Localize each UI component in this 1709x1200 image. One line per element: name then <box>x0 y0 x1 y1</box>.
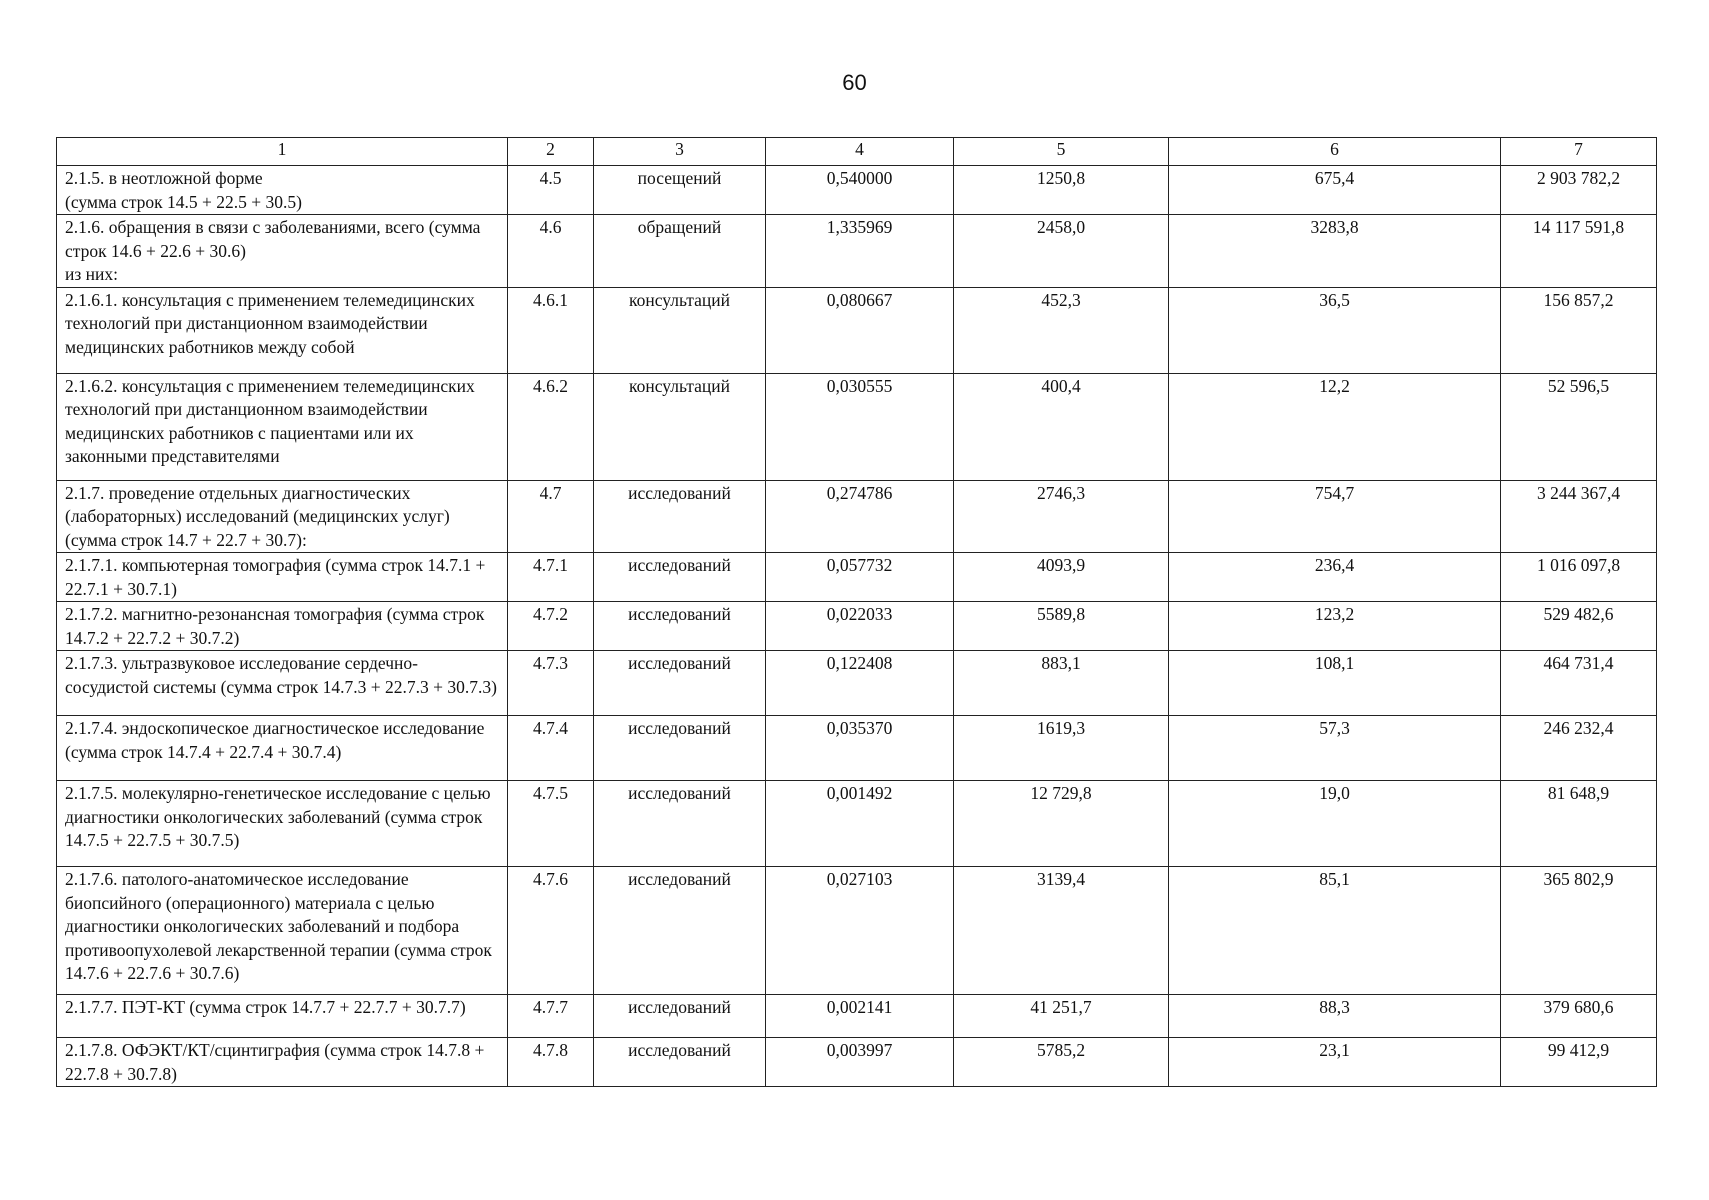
row-unit-cell: консультаций <box>594 287 766 373</box>
row-value-col7: 3 244 367,4 <box>1501 480 1657 553</box>
row-value-col5: 883,1 <box>954 651 1169 716</box>
row-value-col7: 156 857,2 <box>1501 287 1657 373</box>
row-name-cell: 2.1.7.8. ОФЭКТ/КТ/сцинтиграфия (сумма строк 14.7.8 + 22.7.8 + 30.7.8) <box>57 1038 508 1087</box>
row-unit-cell: исследований <box>594 480 766 553</box>
row-value-col6: 85,1 <box>1169 867 1501 995</box>
row-unit-cell: исследований <box>594 553 766 602</box>
row-code-cell: 4.7.2 <box>508 602 594 651</box>
row-value-col6: 3283,8 <box>1169 215 1501 288</box>
row-value-col7: 81 648,9 <box>1501 781 1657 867</box>
row-name-cell: 2.1.7. проведение отдельных диагностических (лабораторных) исследований (медицинских услуг) (сумма строк 14.7 + 22.7 + 30.7): <box>57 480 508 553</box>
row-value-col5: 452,3 <box>954 287 1169 373</box>
row-value-col5: 2746,3 <box>954 480 1169 553</box>
table-row <box>57 373 1657 480</box>
row-value-col4: 0,002141 <box>766 995 954 1038</box>
row-value-col4: 1,335969 <box>766 215 954 288</box>
row-code-cell: 4.7.5 <box>508 781 594 867</box>
row-value-col7: 379 680,6 <box>1501 995 1657 1038</box>
column-header: 3 <box>594 138 766 166</box>
row-value-col7: 2 903 782,2 <box>1501 166 1657 215</box>
table-row <box>57 215 1657 288</box>
row-value-col5: 1619,3 <box>954 716 1169 781</box>
row-value-col7: 464 731,4 <box>1501 651 1657 716</box>
row-unit-cell: исследований <box>594 651 766 716</box>
table-row <box>57 716 1657 781</box>
page-number: 60 <box>842 70 867 95</box>
row-value-col4: 0,122408 <box>766 651 954 716</box>
row-code-cell: 4.6.2 <box>508 373 594 480</box>
row-unit-cell: исследований <box>594 867 766 995</box>
row-value-col4: 0,030555 <box>766 373 954 480</box>
row-value-col5: 41 251,7 <box>954 995 1169 1038</box>
row-name-cell: 2.1.7.2. магнитно-резонансная томография (сумма строк 14.7.2 + 22.7.2 + 30.7.2) <box>57 602 508 651</box>
column-header: 2 <box>508 138 594 166</box>
row-name-cell: 2.1.6.1. консультация с применением телемедицинских технологий при дистанционном взаимодействии медицинских работников между собой <box>57 287 508 373</box>
table-row <box>57 651 1657 716</box>
row-code-cell: 4.7.3 <box>508 651 594 716</box>
row-name-cell: 2.1.7.6. патолого-анатомическое исследование биопсийного (операционного) материала с целью диагностики онкологических заболеваний и подбора противоопухолевой лекарственной терапии (сумма строк 14.7.6 + 22.7.6 + 30.7.6) <box>57 867 508 995</box>
row-name-cell: 2.1.5. в неотложной форме (сумма строк 14.5 + 22.5 + 30.5) <box>57 166 508 215</box>
row-name-cell: 2.1.7.1. компьютерная томография (сумма строк 14.7.1 + 22.7.1 + 30.7.1) <box>57 553 508 602</box>
row-code-cell: 4.7.1 <box>508 553 594 602</box>
data-table <box>56 137 1657 1087</box>
table-row <box>57 867 1657 995</box>
table-row <box>57 602 1657 651</box>
row-value-col7: 365 802,9 <box>1501 867 1657 995</box>
row-unit-cell: исследований <box>594 1038 766 1087</box>
row-value-col5: 12 729,8 <box>954 781 1169 867</box>
table-row <box>57 553 1657 602</box>
row-value-col4: 0,035370 <box>766 716 954 781</box>
row-unit-cell: консультаций <box>594 373 766 480</box>
row-value-col5: 3139,4 <box>954 867 1169 995</box>
row-value-col6: 57,3 <box>1169 716 1501 781</box>
row-value-col5: 400,4 <box>954 373 1169 480</box>
row-value-col5: 2458,0 <box>954 215 1169 288</box>
column-header: 1 <box>57 138 508 166</box>
row-unit-cell: исследований <box>594 716 766 781</box>
table-body <box>57 166 1657 1087</box>
row-code-cell: 4.5 <box>508 166 594 215</box>
table-row <box>57 995 1657 1038</box>
row-value-col6: 236,4 <box>1169 553 1501 602</box>
row-value-col6: 36,5 <box>1169 287 1501 373</box>
row-value-col7: 14 117 591,8 <box>1501 215 1657 288</box>
row-value-col4: 0,001492 <box>766 781 954 867</box>
row-unit-cell: обращений <box>594 215 766 288</box>
row-value-col5: 1250,8 <box>954 166 1169 215</box>
row-value-col6: 19,0 <box>1169 781 1501 867</box>
row-unit-cell: исследований <box>594 781 766 867</box>
row-value-col7: 529 482,6 <box>1501 602 1657 651</box>
row-value-col4: 0,027103 <box>766 867 954 995</box>
column-header: 6 <box>1169 138 1501 166</box>
column-header: 4 <box>766 138 954 166</box>
row-value-col6: 675,4 <box>1169 166 1501 215</box>
row-unit-cell: исследований <box>594 602 766 651</box>
row-name-cell: 2.1.6.2. консультация с применением телемедицинских технологий при дистанционном взаимодействии медицинских работников с пациентами или их законными представителями <box>57 373 508 480</box>
row-value-col7: 52 596,5 <box>1501 373 1657 480</box>
header-row <box>57 138 1657 166</box>
row-code-cell: 4.7.7 <box>508 995 594 1038</box>
column-header: 5 <box>954 138 1169 166</box>
row-value-col6: 23,1 <box>1169 1038 1501 1087</box>
row-value-col4: 0,080667 <box>766 287 954 373</box>
row-value-col7: 246 232,4 <box>1501 716 1657 781</box>
row-value-col6: 88,3 <box>1169 995 1501 1038</box>
row-code-cell: 4.7.8 <box>508 1038 594 1087</box>
table-row <box>57 1038 1657 1087</box>
row-code-cell: 4.7.4 <box>508 716 594 781</box>
row-value-col6: 108,1 <box>1169 651 1501 716</box>
row-value-col4: 0,003997 <box>766 1038 954 1087</box>
row-value-col5: 5589,8 <box>954 602 1169 651</box>
row-code-cell: 4.7.6 <box>508 867 594 995</box>
column-header: 7 <box>1501 138 1657 166</box>
table-row <box>57 480 1657 553</box>
row-value-col5: 4093,9 <box>954 553 1169 602</box>
row-code-cell: 4.7 <box>508 480 594 553</box>
row-value-col4: 0,540000 <box>766 166 954 215</box>
row-name-cell: 2.1.6. обращения в связи с заболеваниями, всего (сумма строк 14.6 + 22.6 + 30.6) из них: <box>57 215 508 288</box>
row-value-col6: 12,2 <box>1169 373 1501 480</box>
row-value-col6: 754,7 <box>1169 480 1501 553</box>
row-name-cell: 2.1.7.4. эндоскопическое диагностическое исследование (сумма строк 14.7.4 + 22.7.4 + 30.7.4) <box>57 716 508 781</box>
table-row <box>57 287 1657 373</box>
row-value-col4: 0,022033 <box>766 602 954 651</box>
row-unit-cell: посещений <box>594 166 766 215</box>
row-code-cell: 4.6 <box>508 215 594 288</box>
row-unit-cell: исследований <box>594 995 766 1038</box>
row-value-col4: 0,274786 <box>766 480 954 553</box>
row-name-cell: 2.1.7.3. ультразвуковое исследование сердечно-сосудистой системы (сумма строк 14.7.3 + 22.7.3 + 30.7.3) <box>57 651 508 716</box>
table-row <box>57 781 1657 867</box>
row-value-col5: 5785,2 <box>954 1038 1169 1087</box>
row-value-col4: 0,057732 <box>766 553 954 602</box>
row-value-col7: 99 412,9 <box>1501 1038 1657 1087</box>
table-row <box>57 166 1657 215</box>
row-name-cell: 2.1.7.7. ПЭТ-КТ (сумма строк 14.7.7 + 22.7.7 + 30.7.7) <box>57 995 508 1038</box>
row-value-col7: 1 016 097,8 <box>1501 553 1657 602</box>
row-name-cell: 2.1.7.5. молекулярно-генетическое исследование с целью диагностики онкологических заболеваний (сумма строк 14.7.5 + 22.7.5 + 30.7.5) <box>57 781 508 867</box>
row-code-cell: 4.6.1 <box>508 287 594 373</box>
row-value-col6: 123,2 <box>1169 602 1501 651</box>
